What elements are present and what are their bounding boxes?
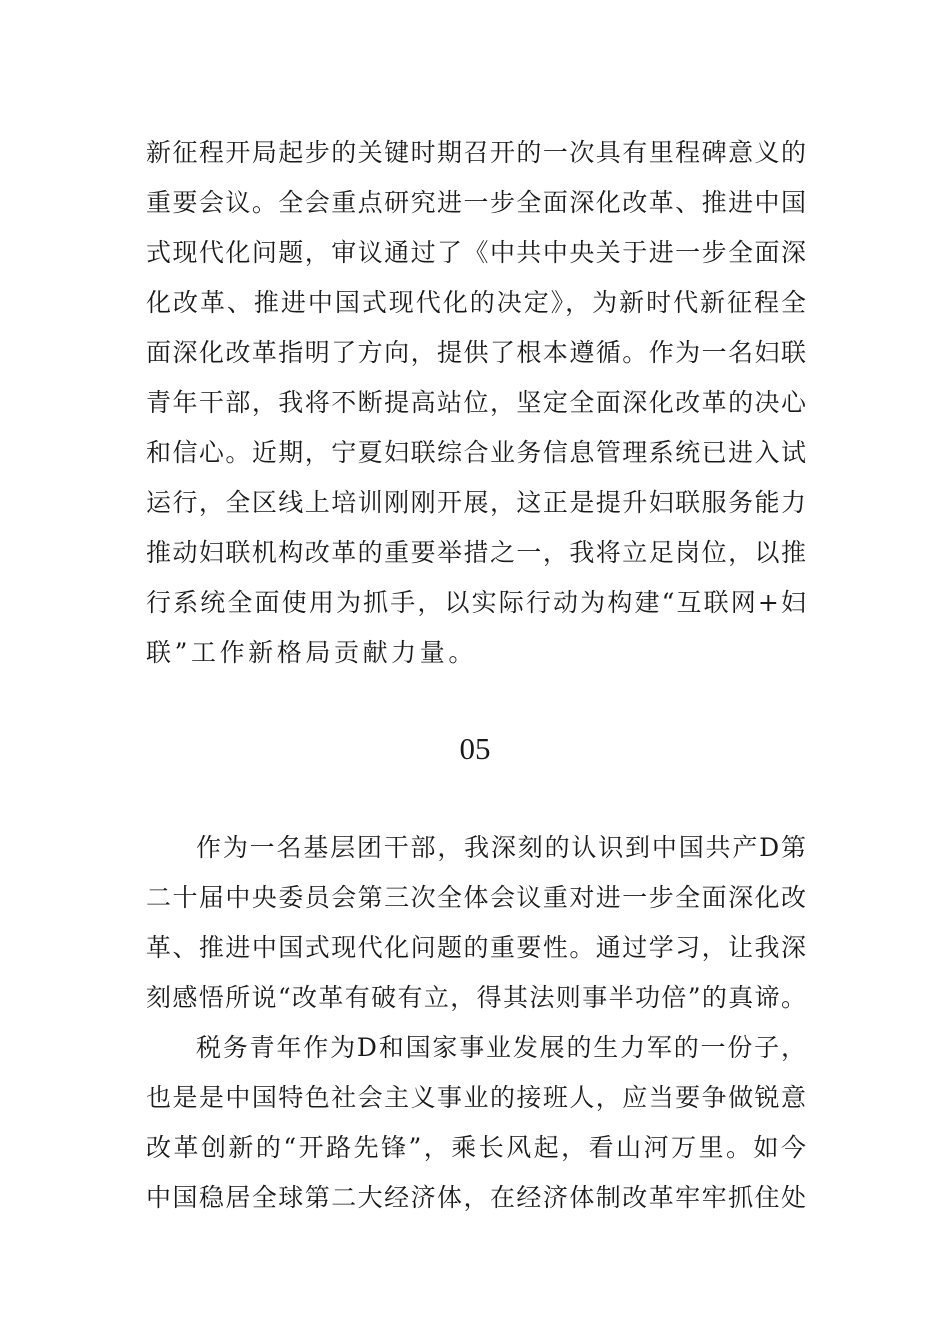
text-line: 联”工作新格局贡献力量。	[146, 638, 477, 667]
text-line: 运行，全区线上培训刚刚开展，这正是提升妇联服务能力	[146, 488, 806, 517]
text-line: 刻感悟所说“改革有破有立，得其法则事半功倍”的真谛。	[146, 983, 806, 1012]
text-line: 作为一名基层团干部，我深刻的认识到中国共产D第	[196, 833, 806, 862]
text-line: 式现代化问题，审议通过了《中共中央关于进一步全面深	[146, 238, 806, 267]
text-line: 革、推进中国式现代化问题的重要性。通过学习，让我深	[146, 933, 806, 962]
text-line: 化改革、推进中国式现代化的决定》，为新时代新征程全	[146, 288, 806, 317]
text-line: 税务青年作为D和国家事业发展的生力军的一份子，	[196, 1033, 806, 1062]
paragraph-2	[146, 823, 806, 1023]
text-line: 也是是中国特色社会主义事业的接班人，应当要争做锐意	[146, 1083, 806, 1112]
text-line: 和信心。近期，宁夏妇联综合业务信息管理系统已进入试	[146, 438, 806, 467]
text-line: 新征程开局起步的关键时期召开的一次具有里程碑意义的	[146, 138, 806, 167]
text-line: 改革创新的“开路先锋”，乘长风起，看山河万里。如今	[146, 1133, 806, 1162]
text-line: 重要会议。全会重点研究进一步全面深化改革、推进中国	[146, 188, 806, 217]
text-line: 推动妇联机构改革的重要举措之一，我将立足岗位，以推	[146, 538, 806, 567]
paragraph-3	[146, 1023, 806, 1223]
text-line: 青年干部，我将不断提高站位，坚定全面深化改革的决心	[146, 388, 806, 417]
text-line: 行系统全面使用为抓手，以实际行动为构建“互联网+妇	[146, 588, 806, 617]
paragraph-group-2	[146, 823, 806, 1223]
text-line: 中国稳居全球第二大经济体，在经济体制改革牢牢抓住处	[146, 1183, 806, 1212]
section-number: 05	[459, 731, 491, 766]
text-line: 二十届中央委员会第三次全体会议重对进一步全面深化改	[146, 883, 806, 912]
paragraph-1	[146, 128, 806, 678]
text-line: 面深化改革指明了方向，提供了根本遵循。作为一名妇联	[146, 338, 806, 367]
